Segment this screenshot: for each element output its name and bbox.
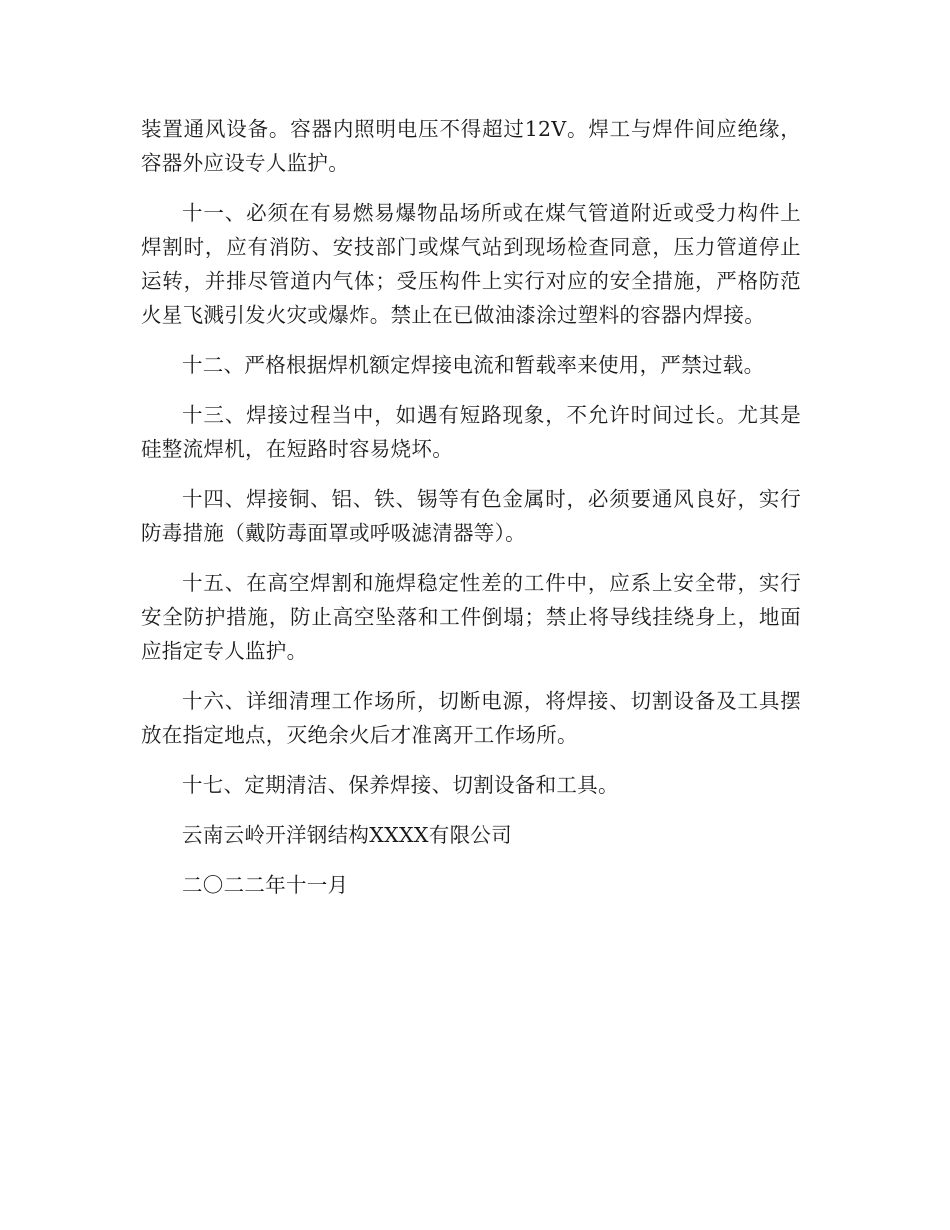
- company-signature: 云南云岭开洋钢结构XXXX有限公司: [182, 823, 512, 847]
- paragraph-item-13: 十三、焊接过程当中，如遇有短路现象，不允许时间过长。尤其是硅整流焊机，在短路时容易烧坏。: [141, 403, 801, 461]
- paragraph-continued: 装置通风设备。容器内照明电压不得超过12V。焊工与焊件间应绝缘，容器外应设专人监护。: [141, 117, 801, 175]
- paragraph-item-11: 十一、必须在有易燃易爆物品场所或在煤气管道附近或受力构件上焊割时，应有消防、安技部门或煤气站到现场检查同意，压力管道停止运转，并排尽管道内气体；受压构件上实行对应的安全措施，严格防范火星飞溅引发火灾或爆炸。禁止在已做油漆涂过塑料的容器内焊接。: [141, 201, 801, 327]
- document-date: 二〇二二年十一月: [182, 873, 349, 897]
- document-body: [141, 112, 801, 918]
- paragraph-item-14: 十四、焊接铜、铝、铁、锡等有色金属时，必须要通风良好，实行防毒措施（戴防毒面罩或呼吸滤清器等）。: [141, 487, 801, 545]
- paragraph-item-17: 十七、定期清洁、保养焊接、切割设备和工具。: [182, 773, 619, 797]
- paragraph-item-12: 十二、严格根据焊机额定焊接电流和暂载率来使用，严禁过载。: [182, 353, 765, 377]
- paragraph-item-15: 十五、在高空焊割和施焊稳定性差的工件中，应系上安全带，实行安全防护措施，防止高空坠落和工件倒塌；禁止将导线挂绕身上，地面应指定专人监护。: [141, 571, 801, 663]
- paragraph-item-16: 十六、详细清理工作场所，切断电源，将焊接、切割设备及工具摆放在指定地点，灭绝余火后才准离开工作场所。: [141, 689, 801, 747]
